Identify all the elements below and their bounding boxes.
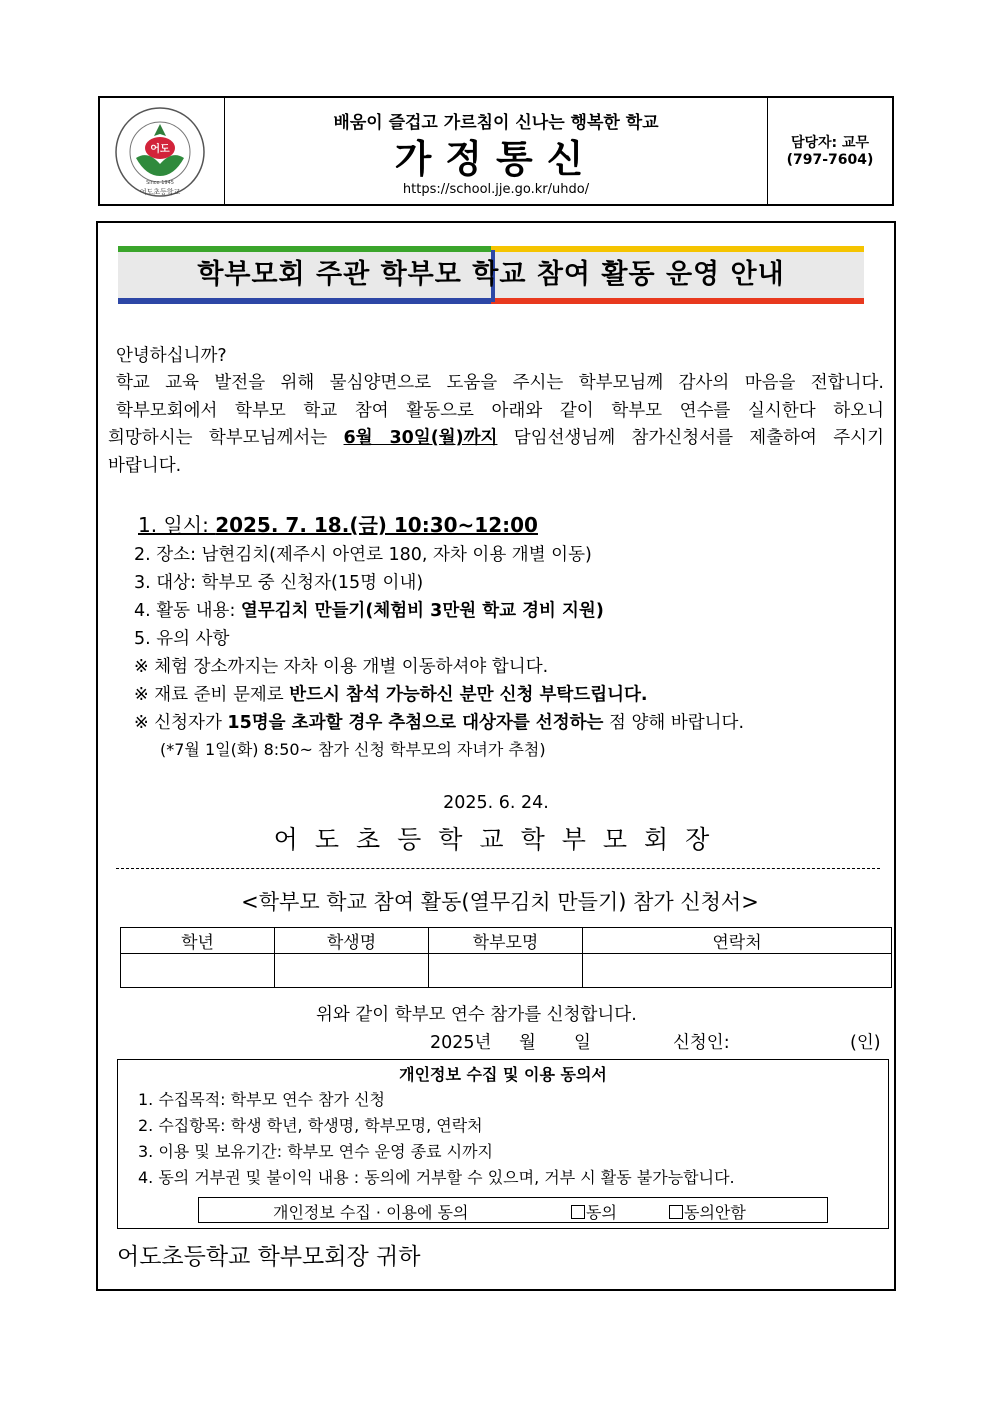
note-3: ※ 신청자가 15명을 초과할 경우 추첨으로 대상자를 선정하는 점 양해 바랍니다. bbox=[134, 713, 745, 733]
cut-line bbox=[116, 868, 880, 869]
intro-line-2: 학부모회에서 학부모 학교 참여 활동으로 아래와 같이 학부모 연수를 실시한다 하오니 bbox=[116, 401, 884, 421]
col-contact: 연락처 bbox=[583, 928, 892, 954]
agree-yes-option[interactable]: 동의 bbox=[571, 1200, 617, 1223]
application-day: 일 bbox=[574, 1033, 591, 1053]
application-title: <학부모 학교 참여 활동(열무김치 만들기) 참가 신청서> bbox=[241, 890, 759, 914]
signer-title: 어도초등학교학부모회장 bbox=[273, 825, 727, 854]
applicant-label: 신청인: bbox=[673, 1033, 730, 1053]
addressee: 어도초등학교 학부모회장 귀하 bbox=[117, 1244, 421, 1270]
consent-item-3: 3. 이용 및 보유기간: 학부모 연수 운영 종료 시까지 bbox=[138, 1142, 494, 1161]
checkbox-yes[interactable] bbox=[571, 1205, 585, 1219]
event-datetime: 2025. 7. 18.(금) 10:30~12:00 bbox=[215, 513, 538, 537]
consent-agree-row bbox=[198, 1197, 828, 1223]
header-box bbox=[98, 96, 894, 206]
seal-name-text: 어도초등학교 bbox=[139, 188, 181, 196]
detail-item-3: 3. 대상: 학부모 중 신청자(15명 이내) bbox=[134, 573, 424, 593]
detail-item-2: 2. 장소: 남현김치(제주시 아연로 180, 자차 이용 개별 이동) bbox=[134, 545, 592, 565]
note-2: ※ 재료 준비 문제로 반드시 참석 가능하신 분만 신청 부탁드립니다. bbox=[134, 685, 648, 705]
note-1: ※ 체험 장소까지는 자차 이용 개별 이동하셔야 합니다. bbox=[134, 657, 549, 677]
contact-cell bbox=[767, 98, 892, 204]
deadline-text: 6월 30일(월)까지 bbox=[343, 428, 498, 448]
intro-line-3: 희망하시는 학부모님께서는 6월 30일(월)까지 담임선생님께 참가신청서를 제출하여 주시기 bbox=[108, 428, 884, 448]
agree-no-option[interactable]: 동의안함 bbox=[669, 1200, 746, 1223]
banner-bottom-blue-bar bbox=[118, 298, 491, 304]
activity-content: 열무김치 만들기(체험비 3만원 학교 경비 지원) bbox=[240, 601, 604, 621]
note-3-sub: (*7월 1일(화) 8:50~ 참가 신청 학부모의 자녀가 추첨) bbox=[160, 740, 546, 759]
seal-center-text: 어도 bbox=[150, 144, 170, 155]
school-motto: 배움이 즐겁고 가르침이 신나는 행복한 학교 bbox=[333, 113, 659, 133]
parent-name-field[interactable] bbox=[429, 954, 583, 988]
applicant-seal: (인) bbox=[850, 1033, 881, 1053]
application-input-row bbox=[121, 954, 892, 988]
application-statement: 위와 같이 학부모 연수 참가를 신청합니다. bbox=[316, 1005, 637, 1025]
banner-title: 학부모회 주관 학부모 학교 참여 활동 운영 안내 bbox=[197, 259, 785, 290]
application-year: 2025년 bbox=[430, 1033, 492, 1053]
checkbox-no[interactable] bbox=[669, 1205, 683, 1219]
col-parent-name: 학부모명 bbox=[429, 928, 583, 954]
col-grade: 학년 bbox=[121, 928, 275, 954]
greeting: 안녕하십니까? bbox=[116, 346, 227, 366]
school-url[interactable]: https://school.jje.go.kr/uhdo/ bbox=[402, 182, 590, 197]
notice-date: 2025. 6. 24. bbox=[443, 793, 549, 813]
school-seal-icon bbox=[114, 106, 206, 198]
privacy-consent-box bbox=[117, 1059, 889, 1229]
intro-line-1: 학교 교육 발전을 위해 물심양면으로 도움을 주시는 학부모님께 감사의 마음을 전합니다. bbox=[116, 373, 884, 393]
detail-item-5: 5. 유의 사항 bbox=[134, 629, 230, 649]
grade-field[interactable] bbox=[121, 954, 275, 988]
detail-item-4: 4. 활동 내용: 열무김치 만들기(체험비 3만원 학교 경비 지원) bbox=[134, 601, 604, 621]
consent-item-4: 4. 동의 거부권 및 불이익 내용 : 동의에 거부할 수 있으며, 거부 시 활동 불가능합니다. bbox=[138, 1168, 735, 1187]
agree-label: 개인정보 수집 · 이용에 동의 bbox=[273, 1203, 469, 1222]
application-month: 월 bbox=[519, 1033, 536, 1053]
seal-since-text: Since 1945 bbox=[146, 180, 174, 186]
col-student-name: 학생명 bbox=[275, 928, 429, 954]
page-title: 가정통신 bbox=[394, 137, 598, 181]
consent-item-2: 2. 수집항목: 학생 학년, 학생명, 학부모명, 연락처 bbox=[138, 1116, 483, 1135]
contact-field[interactable] bbox=[583, 954, 892, 988]
detail-item-1: 1. 일시: 2025. 7. 18.(금) 10:30~12:00 bbox=[138, 513, 538, 537]
contact-phone: (797-7604) bbox=[786, 152, 874, 168]
application-header-row bbox=[121, 928, 892, 954]
consent-title: 개인정보 수집 및 이용 동의서 bbox=[399, 1065, 607, 1084]
banner-bottom-red-bar bbox=[491, 298, 864, 304]
intro-line-4: 바랍니다. bbox=[108, 456, 182, 476]
contact-label: 담당자: 교무 bbox=[790, 135, 870, 151]
consent-item-1: 1. 수집목적: 학부모 연수 참가 신청 bbox=[138, 1090, 386, 1109]
student-name-field[interactable] bbox=[275, 954, 429, 988]
seal-cell bbox=[100, 98, 225, 204]
application-table bbox=[120, 927, 892, 988]
